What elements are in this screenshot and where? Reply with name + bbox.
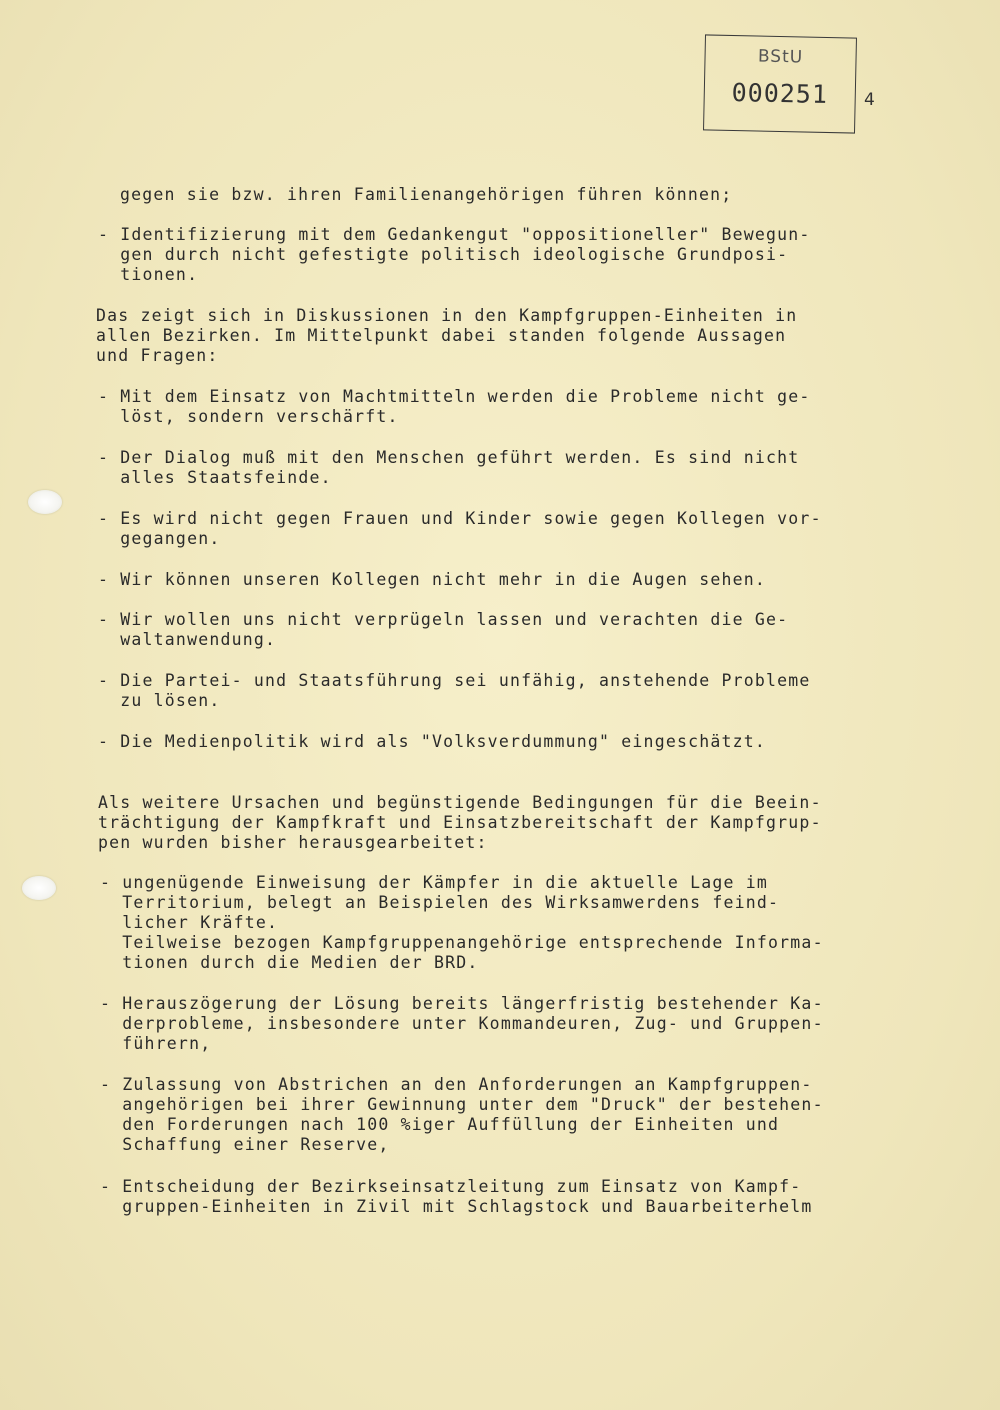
text-line: licher Kräfte. (100, 913, 279, 932)
text-line: führern, (100, 1034, 212, 1053)
archive-stamp (703, 34, 857, 133)
paragraph (98, 793, 822, 853)
paragraph (98, 225, 811, 285)
text-line: - Wir können unseren Kollegen nicht mehr in die Augen sehen. (98, 570, 767, 589)
text-line: gruppen-Einheiten in Zivil mit Schlagstock und Bauarbeiterhelm (100, 1197, 813, 1216)
text-line: angehörigen bei ihrer Gewinnung unter dem "Druck" der bestehen- (100, 1095, 824, 1114)
text-line: - Entscheidung der Bezirkseinsatzleitung zum Einsatz von Kampf- (100, 1177, 802, 1196)
text-line: - Wir wollen uns nicht verprügeln lassen und verachten die Ge- (98, 610, 789, 629)
text-line: - Die Partei- und Staatsführung sei unfähig, anstehende Probleme (98, 671, 811, 690)
text-line: zu lösen. (98, 691, 221, 710)
text-line: allen Bezirken. Im Mittelpunkt dabei standen folgende Aussagen (96, 326, 787, 345)
text-line: - Herauszögerung der Lösung bereits längerfristig bestehender Ka- (100, 994, 824, 1013)
paragraph (98, 732, 766, 752)
text-line: - Die Medienpolitik wird als "Volksverdummung" eingeschätzt. (98, 732, 767, 751)
stamp-label: BStU (757, 46, 804, 68)
text-line: derprobleme, insbesondere unter Kommandeuren, Zug- und Gruppen- (100, 1014, 824, 1033)
paragraph (100, 1075, 824, 1155)
paragraph (100, 994, 824, 1054)
paragraph (98, 387, 811, 427)
paragraph (98, 448, 799, 488)
text-line: und Fragen: (96, 346, 219, 365)
text-line: tionen durch die Medien der BRD. (100, 953, 479, 972)
text-line: Schaffung einer Reserve, (100, 1135, 390, 1154)
text-line: trächtigung der Kampfkraft und Einsatzbereitschaft der Kampfgrup- (98, 813, 822, 832)
text-line: tionen. (98, 265, 199, 284)
text-line: Teilweise bezogen Kampfgruppenangehörige entsprechende Informa- (100, 933, 824, 952)
text-line: - Es wird nicht gegen Frauen und Kinder sowie gegen Kollegen vor- (98, 509, 822, 528)
text-line: - ungenügende Einweisung der Kämpfer in die aktuelle Lage im (100, 873, 769, 892)
paragraph (98, 671, 811, 711)
text-line: - Mit dem Einsatz von Machtmitteln werden die Probleme nicht ge- (98, 387, 811, 406)
paragraph (100, 873, 824, 973)
text-line: - Der Dialog muß mit den Menschen geführt werden. Es sind nicht (98, 448, 800, 467)
text-line: Als weitere Ursachen und begünstigende Bedingungen für die Beein- (98, 793, 822, 812)
paragraph (98, 570, 766, 590)
text-line: - Zulassung von Abstrichen an den Anforderungen an Kampfgruppen- (100, 1075, 813, 1094)
paragraph (96, 306, 797, 366)
paragraph (120, 185, 732, 205)
text-line: Territorium, belegt an Beispielen des Wirksamwerdens feind- (100, 893, 780, 912)
text-line: löst, sondern verschärft. (98, 407, 399, 426)
paragraph (98, 509, 822, 549)
paragraph (98, 610, 788, 650)
text-line: - Identifizierung mit dem Gedankengut "oppositioneller" Bewegun- (98, 225, 811, 244)
text-line: den Forderungen nach 100 %iger Auffüllung der Einheiten und (100, 1115, 780, 1134)
text-line: alles Staatsfeinde. (98, 468, 332, 487)
punch-hole (22, 876, 56, 900)
text-line: gegen sie bzw. ihren Familienangehörigen führen können; (120, 185, 733, 204)
text-line: Das zeigt sich in Diskussionen in den Kampfgruppen-Einheiten in (96, 306, 798, 325)
paragraph (100, 1177, 813, 1217)
text-line: gen durch nicht gefestigte politisch ideologische Grundposi- (98, 245, 789, 264)
page-number: 4 (864, 90, 875, 110)
text-line: waltanwendung. (98, 630, 277, 649)
text-line: gegangen. (98, 529, 221, 548)
text-line: pen wurden bisher herausgearbeitet: (98, 833, 488, 852)
punch-hole (28, 490, 62, 514)
stamp-number: 000251 (731, 77, 829, 110)
